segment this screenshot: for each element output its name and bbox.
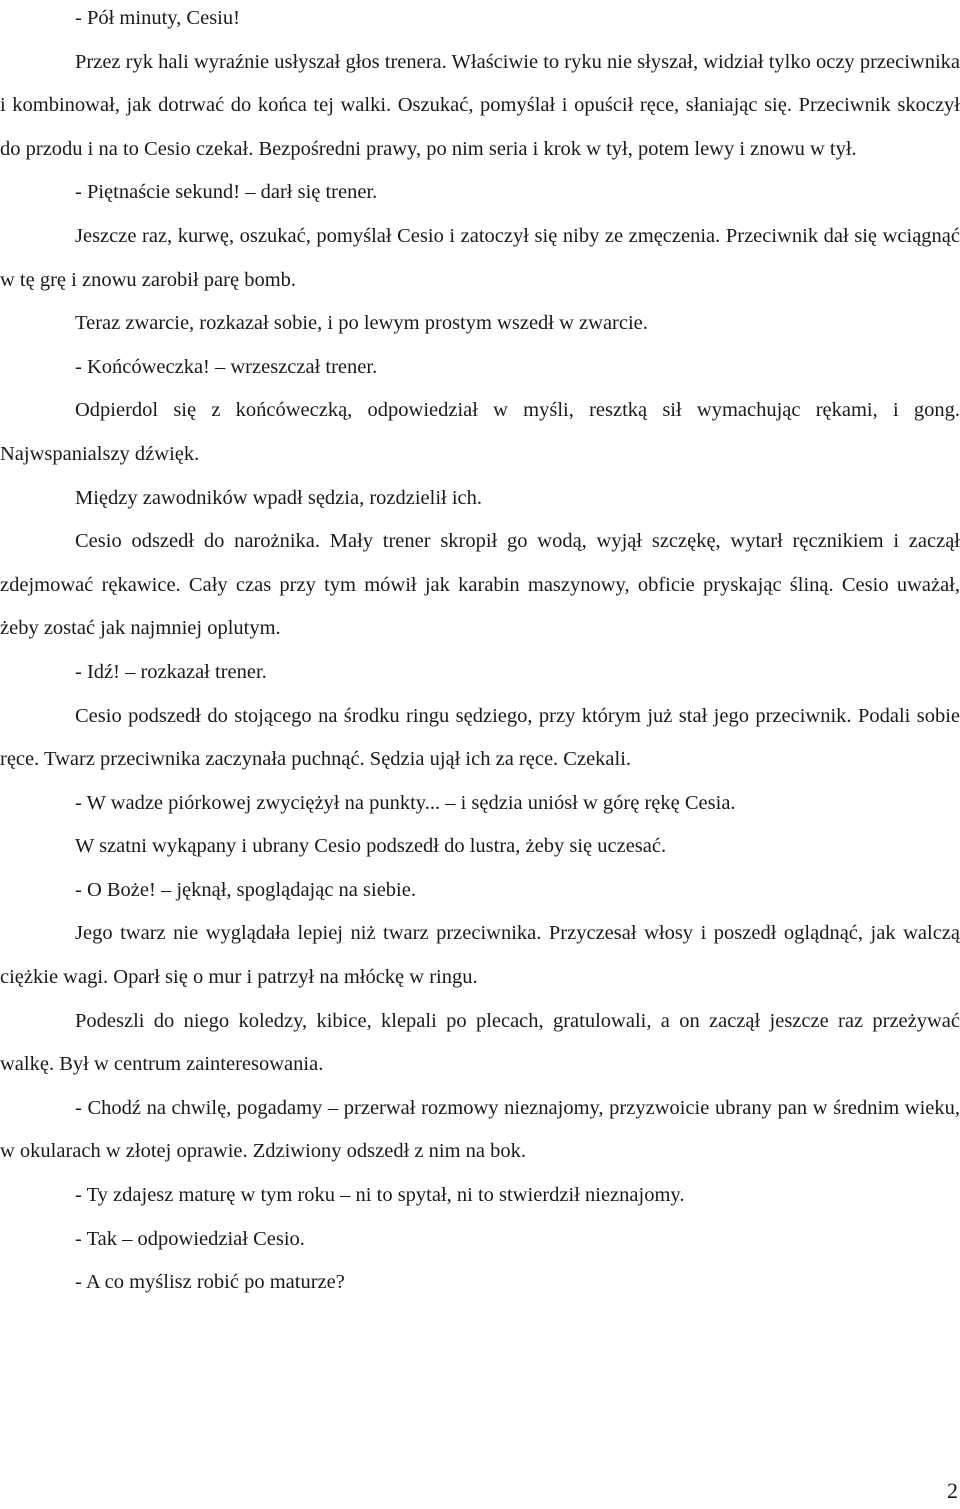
paragraph: - Tak – odpowiedział Cesio. — [75, 1227, 305, 1250]
page-number: 2 — [947, 1478, 958, 1503]
paragraph: Między zawodników wpadł sędzia, rozdzielił ich. — [75, 486, 483, 509]
paragraph: Odpierdol się z końcóweczką, odpowiedział w myśli, resztką sił wymachując rękami, i gong. Najwspanialszy dźwięk. — [0, 399, 960, 465]
paragraph: W szatni wykąpany i ubrany Cesio podszedł do lustra, żeby się uczesać. — [75, 835, 667, 858]
paragraph: - A co myślisz robić po maturze? — [75, 1271, 345, 1294]
paragraph: Podeszli do niego koledzy, kibice, klepali po plecach, gratulowali, a on zaczął jeszcze raz przeżywać walkę. Był w centrum zainteresowania. — [0, 1009, 960, 1076]
paragraph: Jego twarz nie wyglądała lepiej niż twarz przeciwnika. Przyczesał włosy i poszedł oglądnąć, jak walczą ciężkie wagi. Oparł się o mur i patrzył na młóckę w ringu. — [0, 922, 960, 989]
paragraph: - W wadze piórkowej zwyciężył na punkty... – i sędzia uniósł w górę rękę Cesia. — [75, 791, 736, 814]
paragraph: Jeszcze raz, kurwę, oszukać, pomyślał Cesio i zatoczył się niby ze zmęczenia. Przeciwnik dał się wciągnąć w tę grę i znowu zarobił parę bomb. — [0, 224, 960, 291]
paragraph: - Chodź na chwilę, pogadamy – przerwał rozmowy nieznajomy, przyzwoicie ubrany pan w średnim wieku, w okularach w złotej oprawie. Zdziwiony odszedł z nim na bok. — [0, 1096, 960, 1163]
paragraph: Przez ryk hali wyraźnie usłyszał głos trenera. Właściwie to ryku nie słyszał, widział tylko oczy przeciwnika i kombinował, jak dotrwać do końca tej walki. Oszukać, pomyślał i opuścił ręce, słaniając się. Przeciwnik skoczył do przodu i na to Cesio czekał. Bezpośredni prawy, po nim seria i krok w tył, potem lewy i znowu w tył. — [0, 50, 960, 160]
paragraph: - O Boże! – jęknął, spoglądając na siebie. — [75, 878, 416, 901]
paragraph: - Piętnaście sekund! – darł się trener. — [75, 181, 378, 204]
paragraph: - Idź! – rozkazał trener. — [75, 660, 267, 683]
paragraph: - Pół minuty, Cesiu! — [75, 7, 240, 29]
paragraph: - Końcóweczka! – wrzeszczał trener. — [75, 355, 378, 378]
paragraph: Teraz zwarcie, rozkazał sobie, i po lewym prostym wszedł w zwarcie. — [75, 312, 648, 335]
paragraph: - Ty zdajesz maturę w tym roku – ni to spytał, ni to stwierdził nieznajomy. — [75, 1184, 685, 1207]
paragraph: Cesio odszedł do narożnika. Mały trener skropił go wodą, wyjął szczękę, wytarł ręcznikiem i zaczął zdejmować rękawice. Cały czas przy tym mówił jak karabin maszynowy, obficie pryskając śliną. Cesio uważał, żeby zostać jak najmniej oplutym. — [0, 530, 960, 640]
paragraph: Cesio podszedł do stojącego na środku ringu sędziego, przy którym już stał jego przeciwnik. Podali sobie ręce. Twarz przeciwnika zaczynała puchnąć. Sędzia ujął ich za ręce. Czekali. — [0, 704, 960, 771]
